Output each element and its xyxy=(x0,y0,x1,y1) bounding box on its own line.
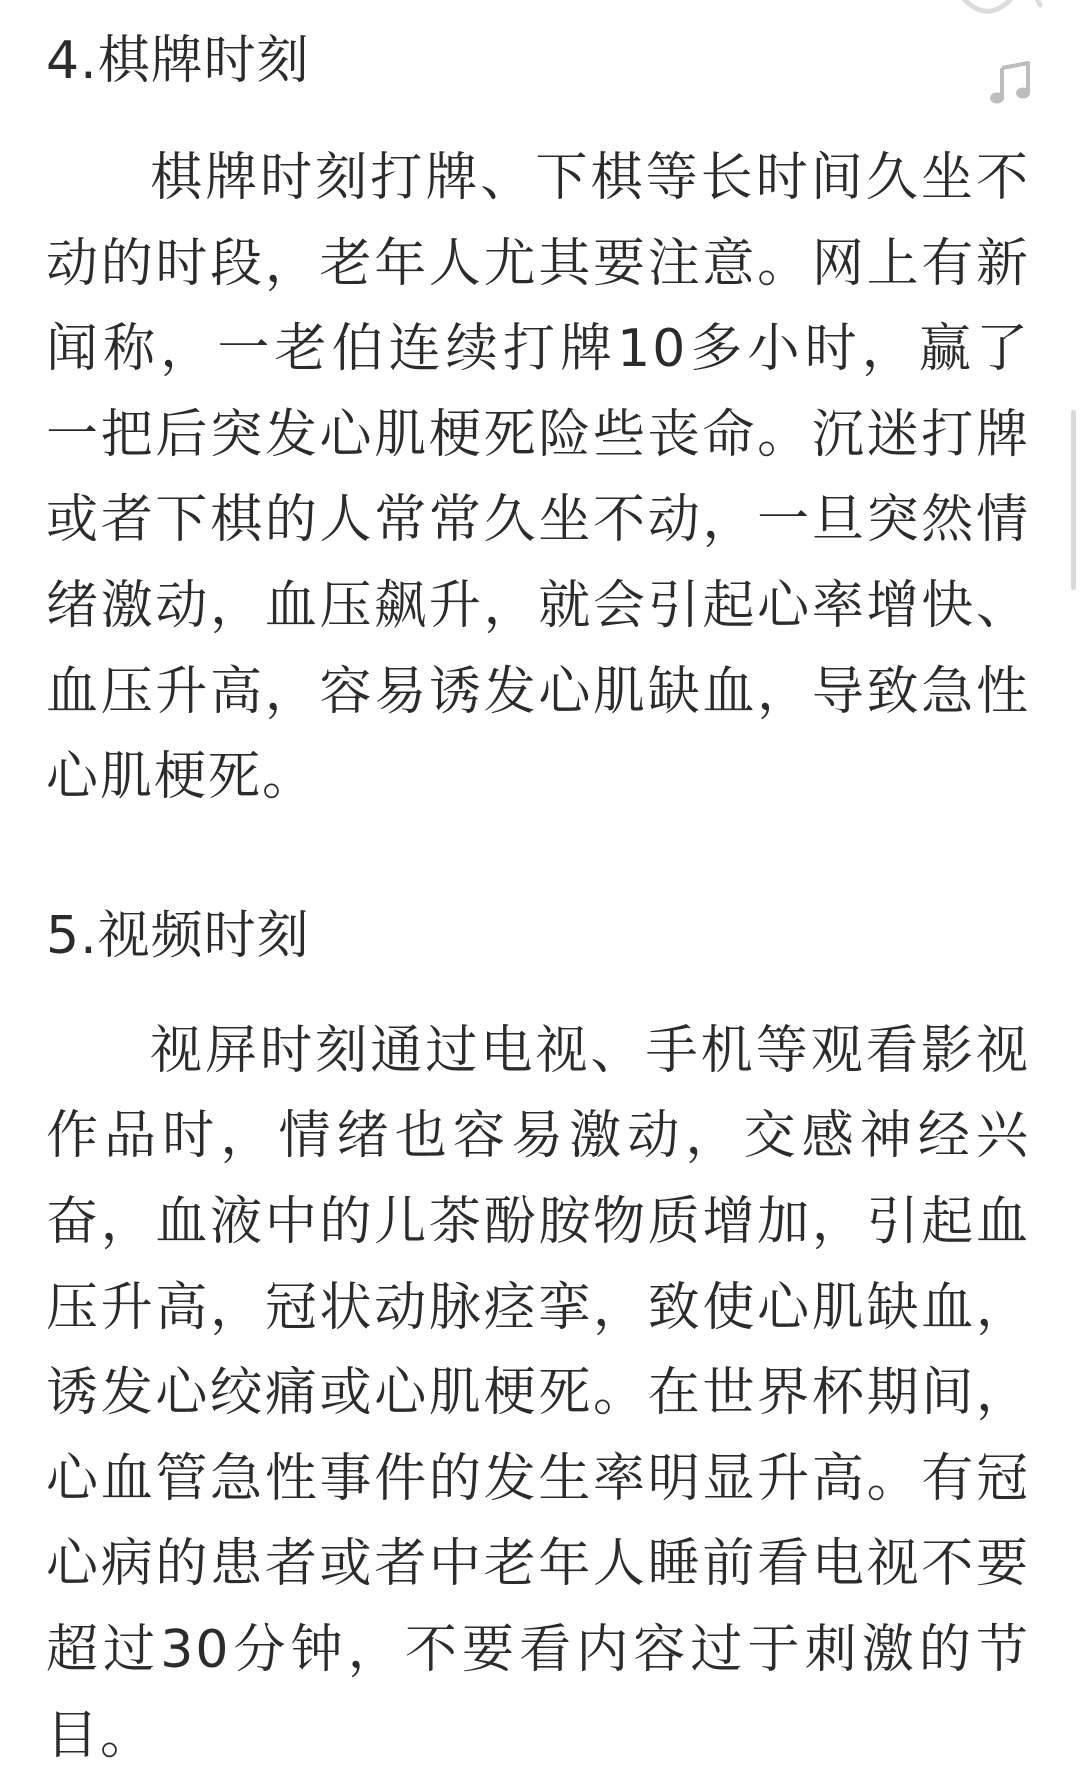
article-body xyxy=(46,28,1030,1779)
section-title-video: 5.视频时刻 xyxy=(46,905,310,966)
paragraph-video: 视屏时刻通过电视、手机等观看影视作品时，情绪也容易激动，交感神经兴奋，血液中的儿茶酚胺物质增加，引起血压升高，冠状动脉痉挛，致使心肌缺血，诱发心绞痛或心肌梗死。在世界杯期间，心血管急性事件的发生率明显升高。有冠心病的患者或者中老年人睡前看电视不要超过30分钟，不要看内容过于刺激的节目。 xyxy=(46,1020,1030,1766)
scrollbar[interactable] xyxy=(1071,410,1076,590)
paragraph-cards-chess: 棋牌时刻打牌、下棋等长时间久坐不动的时段，老年人尤其要注意。网上有新闻称，一老伯连续打牌10多小时，赢了一把后突发心肌梗死险些丧命。沉迷打牌或者下棋的人常常久坐不动，一旦突然情绪激动，血压飙升，就会引起心率增快、血压升高，容易诱发心肌缺血，导致急性心肌梗死。 xyxy=(46,148,1030,808)
swirl-decoration-icon xyxy=(940,0,1050,20)
section-title-cards-chess: 4.棋牌时刻 xyxy=(46,31,310,91)
